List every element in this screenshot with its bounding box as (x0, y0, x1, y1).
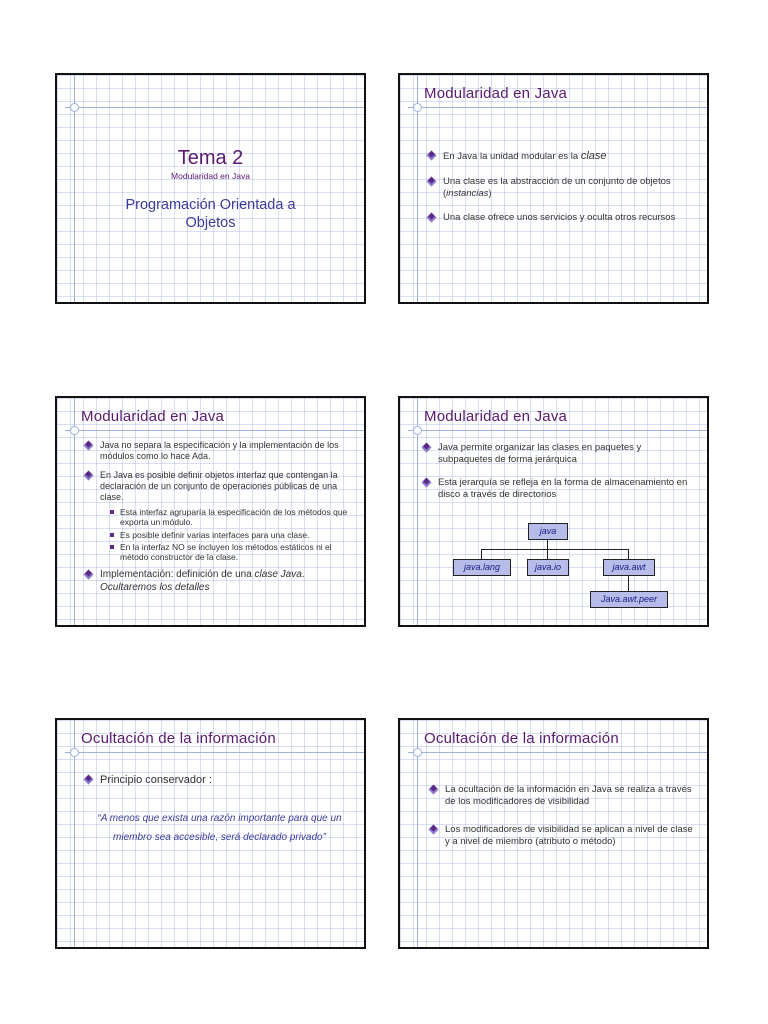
bullet-item (429, 784, 697, 808)
course-title-line-2: Objetos (185, 215, 236, 231)
diamond-bullet-icon (427, 151, 437, 161)
quote-text: “A menos que exista una razón importante para que un miembro sea accesible, será declarado privado” (97, 813, 342, 843)
bullet-text: Una clase ofrece unos servicios y oculta otros recursos (443, 211, 676, 223)
slide-4 (398, 396, 709, 627)
diamond-bullet-icon (84, 441, 94, 451)
bullet-italic-text: clase Java (254, 569, 302, 581)
bullet-text: . (301, 569, 305, 581)
decorative-circle-icon (413, 103, 422, 112)
decorative-circle-icon (413, 426, 422, 435)
slide-title: Modularidad en Java (424, 85, 568, 102)
connector-line (547, 539, 548, 549)
diamond-bullet-icon (427, 212, 437, 222)
bullet-italic-text: instancias (446, 187, 489, 199)
sub-bullet-text: Esta interfaz agruparía la especificación de los métodos que exporta un módulo. (120, 507, 348, 528)
slide-title: Modularidad en Java (81, 408, 225, 425)
bullet-item (427, 150, 697, 164)
slide-5 (55, 718, 366, 949)
connector-line (481, 549, 482, 559)
bullet-item (427, 176, 697, 200)
decorative-circle-icon (70, 748, 79, 757)
decorative-rule (408, 752, 707, 753)
decorative-rule (65, 430, 364, 431)
connector-line (628, 549, 629, 559)
bullet-item (84, 470, 354, 563)
diamond-bullet-icon (429, 824, 439, 834)
bullet-text: Principio conservador : (100, 774, 212, 786)
connector-line (547, 549, 548, 559)
diamond-bullet-icon (422, 443, 432, 453)
bullet-item (84, 440, 354, 463)
slide-3 (55, 396, 366, 627)
diamond-bullet-icon (84, 570, 94, 580)
bullet-text: La ocultación de la información en Java se realiza a través de los modificadores de visibilidad (445, 784, 692, 807)
bullet-item (429, 824, 697, 848)
square-bullet-icon (110, 510, 114, 514)
sub-bullet-text: En la interfaz NO se incluyen los métodos estáticos ni el método constructor de la clase. (120, 541, 332, 562)
slide-title: Modularidad en Java (424, 408, 568, 425)
slide-2 (398, 73, 709, 304)
bullet-item (84, 774, 354, 788)
decorative-circle-icon (70, 426, 79, 435)
bullet-item (84, 569, 354, 594)
diamond-bullet-icon (429, 785, 439, 795)
package-box-java-lang: java.lang (453, 559, 511, 576)
course-title-line-1: Programación Orientada a (125, 197, 296, 213)
package-box-java: java (528, 523, 568, 540)
bullet-text: Esta jerarquía se refleja en la forma de almacenamiento en disco a través de directorios (438, 476, 688, 500)
bullet-text: ) (488, 187, 492, 199)
bullet-text: Implementación: definición de una (100, 569, 255, 581)
decorative-rule (65, 752, 364, 753)
slide-6 (398, 718, 709, 949)
decorative-rule (408, 430, 707, 431)
bullet-text: Los modificadores de visibilidad se aplican a nivel de clase y a nivel de miembro (atributo o método) (445, 823, 693, 847)
slide-title: Ocultación de la información (81, 730, 276, 747)
square-bullet-icon (110, 533, 114, 537)
decorative-circle-icon (413, 748, 422, 757)
sub-bullet-text: Es posible definir varias interfaces para una clase. (120, 529, 310, 540)
sub-bullet-item (110, 542, 354, 562)
connector-line (628, 575, 629, 591)
bullet-text: En Java la unidad modular es la (443, 151, 581, 162)
diamond-bullet-icon (427, 176, 437, 186)
decorative-rule (65, 107, 364, 108)
bullet-italic-text: Ocultaremos los detalles (100, 581, 210, 593)
bullet-text: Una clase es la abstracción de un conjunto de objetos ( (443, 175, 671, 199)
diamond-bullet-icon (84, 775, 94, 785)
slide-subtitle: Modularidad en Java (171, 171, 250, 181)
connector-line (481, 549, 629, 550)
slide-title: Tema 2 (177, 147, 244, 169)
package-box-java-io: java.io (527, 559, 569, 576)
bullet-text: Java no separa la especificación y la implementación de los módulos como lo hace Ada. (100, 440, 339, 462)
bullet-text: Java permite organizar las clases en paquetes y subpaquetes de forma jerárquica (438, 442, 642, 465)
bullet-item (422, 477, 697, 501)
sub-bullet-item (110, 530, 354, 540)
decorative-rule (408, 107, 707, 108)
bullet-item (422, 442, 697, 466)
diamond-bullet-icon (422, 477, 432, 487)
bullet-italic-text: clase (580, 150, 607, 162)
bullet-text: En Java es posible definir objetos interfaz que contengan la declaración de un conjunto de operaciones públicas de una clase. (100, 469, 338, 502)
diamond-bullet-icon (84, 470, 94, 480)
decorative-circle-icon (70, 103, 79, 112)
slide-1-title (55, 73, 366, 304)
slide-title: Ocultación de la información (424, 730, 619, 747)
square-bullet-icon (110, 545, 114, 549)
package-box-java-awt: java.awt (603, 559, 655, 576)
bullet-item (427, 212, 697, 224)
package-box-java-awt-peer: Java.awt.peer (590, 591, 668, 608)
sub-bullet-item (110, 507, 354, 527)
